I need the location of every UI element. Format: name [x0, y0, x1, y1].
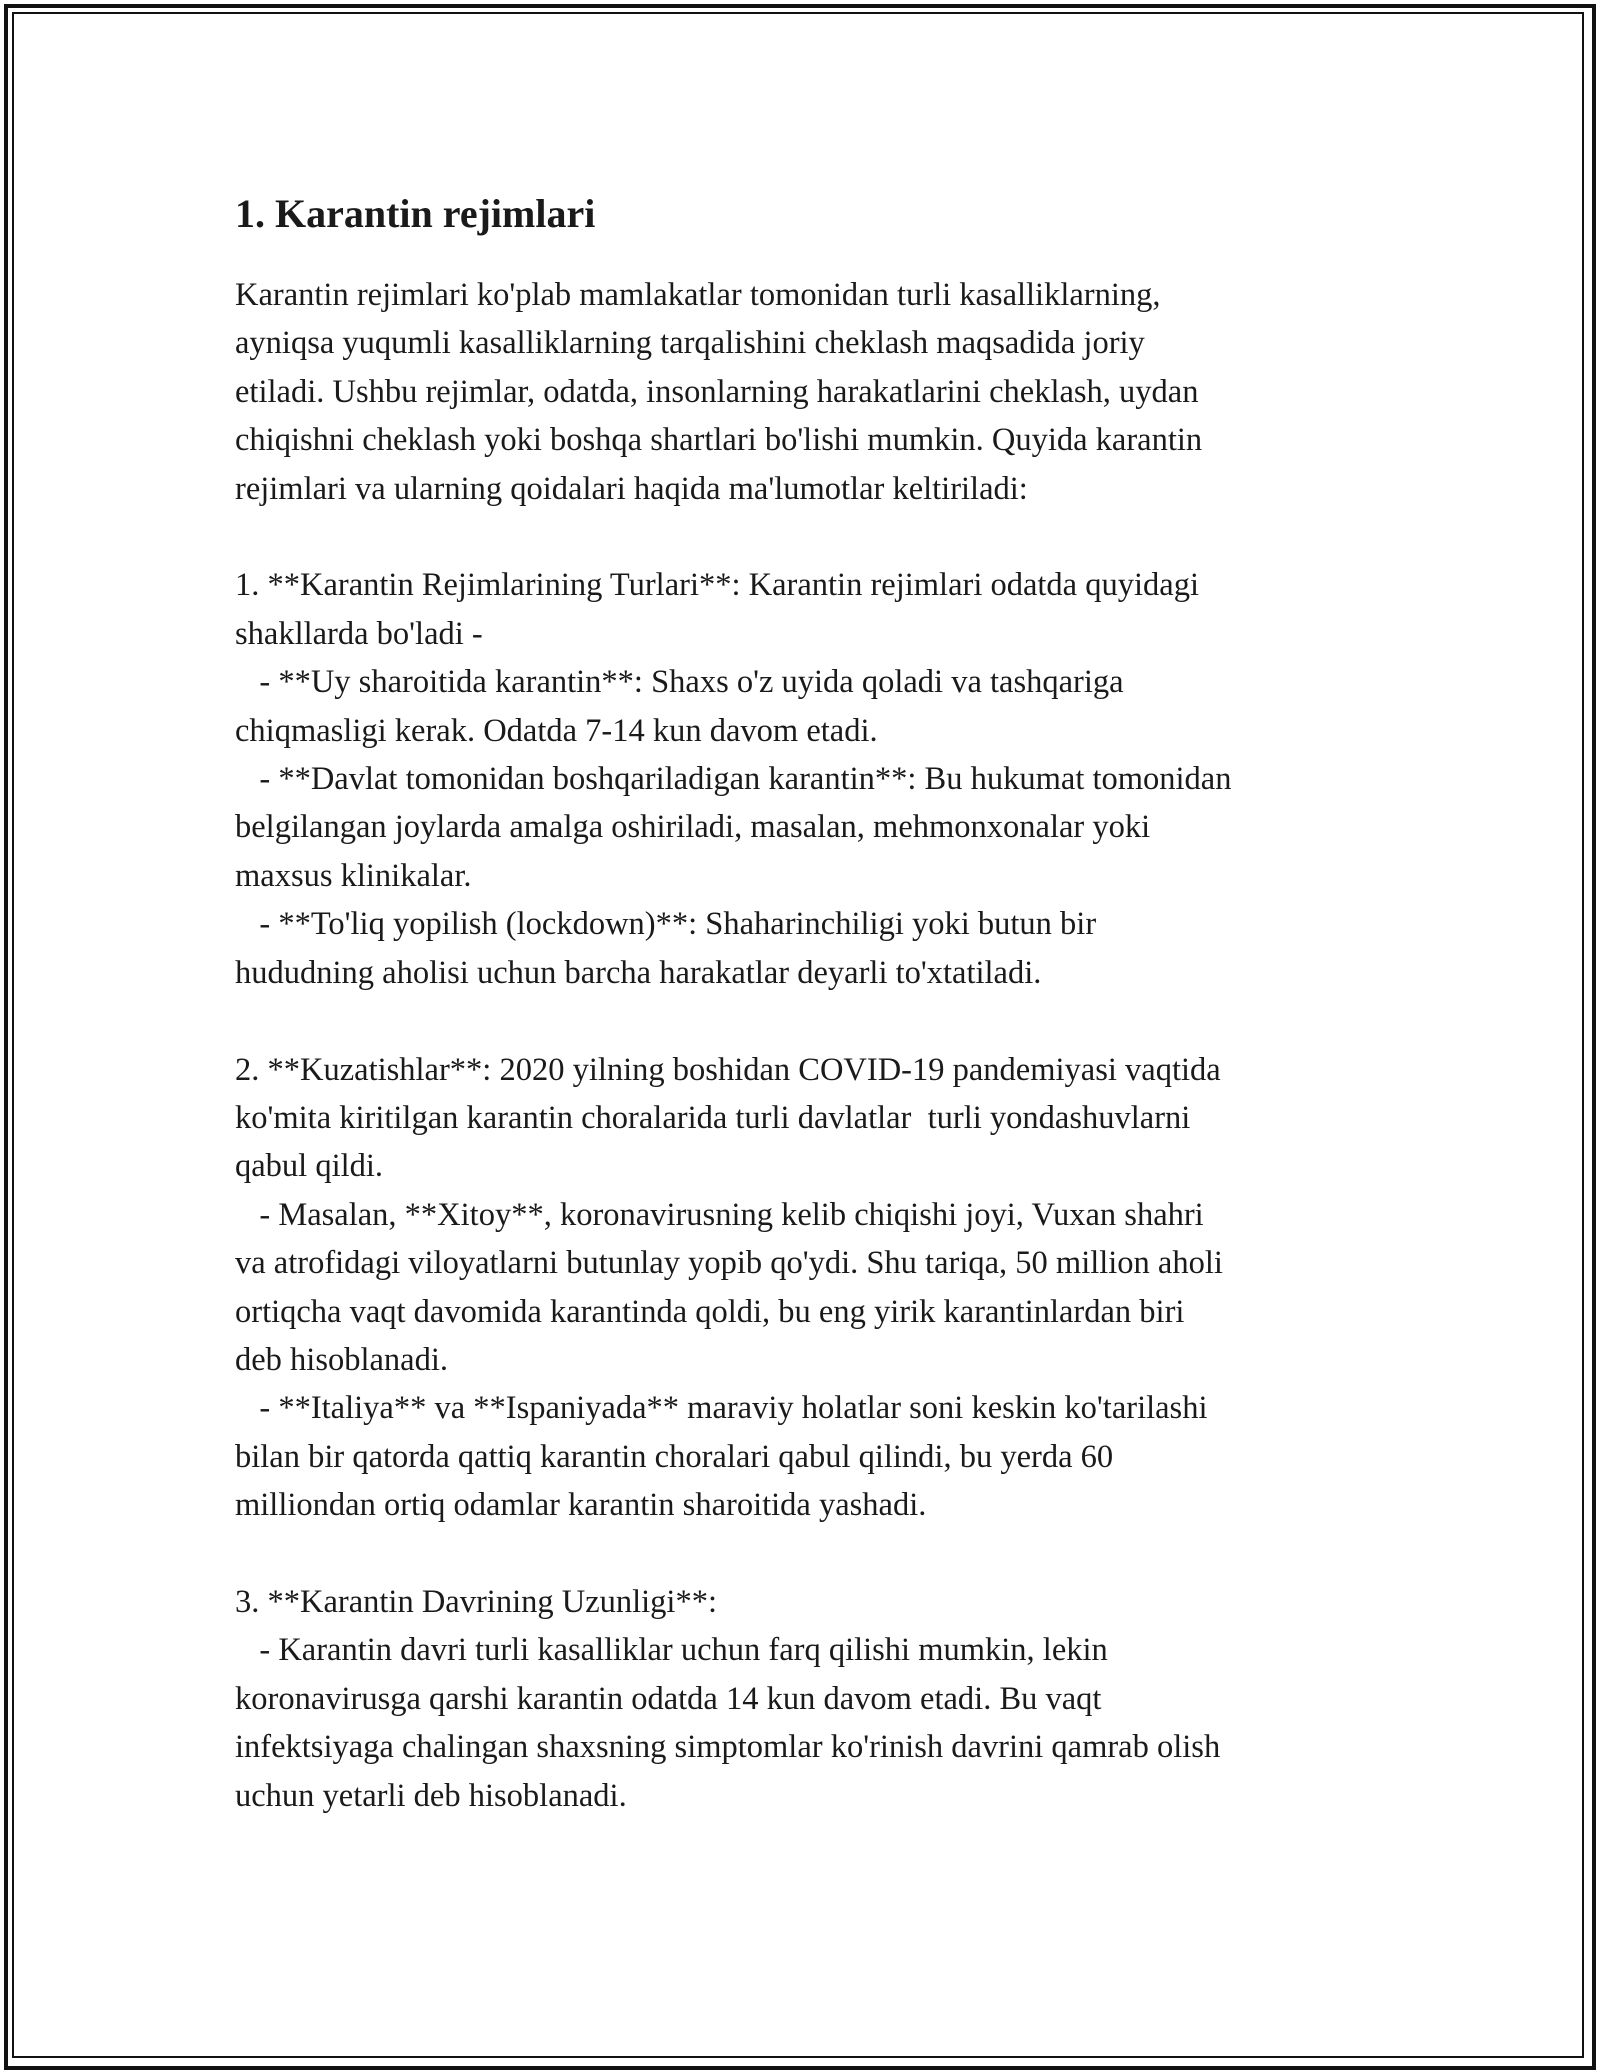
- section-body-text: Karantin rejimlari ko'plab mamlakatlar tomonidan turli kasalliklarning, ayniqsa yuqumli kasalliklarning tarqalishini cheklash maqsadida joriy etiladi. Ushbu rejimlar, odatda, insonlarning harakatlarini cheklash, uydan chiqishni cheklash yoki boshqa shartlari bo'lishi mumkin. Quyida karantin rejimlari va ularning qoidalari haqida ma'lumotlar keltiriladi: 1. **Karantin Rejimlarining Turlari**: Karantin rejimlari odatda quyidagi shakllarda bo'ladi - - **Uy sharoitida karantin**: Shaxs o'z uyida qoladi va tashqariga chiqmasligi kerak. Odatda 7-14 kun davom etadi. - **Davlat tomonidan boshqariladigan karantin**: Bu hukumat tomonidan belgilangan joylarda amalga oshiriladi, masalan, mehmonxonalar yoki maxsus klinikalar. - **To'liq yopilish (lockdown)**: Shaharinchiligi yoki butun bir hududning aholisi uchun barcha harakatlar deyarli to'xtatiladi. 2. **Kuzatishlar**: 2020 yilning boshidan COVID-19 pandemiyasi vaqtida ko'mita kiritilgan karantin choralarida turli davlatlar turli yondashuvlarni qabul qildi. - Masalan, **Xitoy**, koronavirusning kelib chiqishi joyi, Vuxan shahri va atrofidagi viloyatlarni butunlay yopib qo'ydi. Shu tariqa, 50 million aholi ortiqcha vaqt davomida karantinda qoldi, bu eng yirik karantinlardan biri deb hisoblanadi. - **Italiya** va **Ispaniyada** maraviy holatlar soni keskin ko'tarilashi bilan bir qatorda qattiq karantin choralari qabul qilindi, bu yerda 60 milliondan ortiq odamlar karantin sharoitida yashadi. 3. **Karantin Davrining Uzunligi**: - Karantin davri turli kasalliklar uchun farq qilishi mumkin, lekin koronavirusga qarshi karantin odatda 14 kun davom etadi. Bu vaqt infektsiyaga chalingan shaxsning simptomlar ko'rinish davrini qamrab olish uchun yetarli deb hisoblanadi.: [235, 277, 1232, 1814]
- document-content: [235, 186, 1365, 1820]
- section-heading: 1. Karantin rejimlari: [235, 191, 596, 236]
